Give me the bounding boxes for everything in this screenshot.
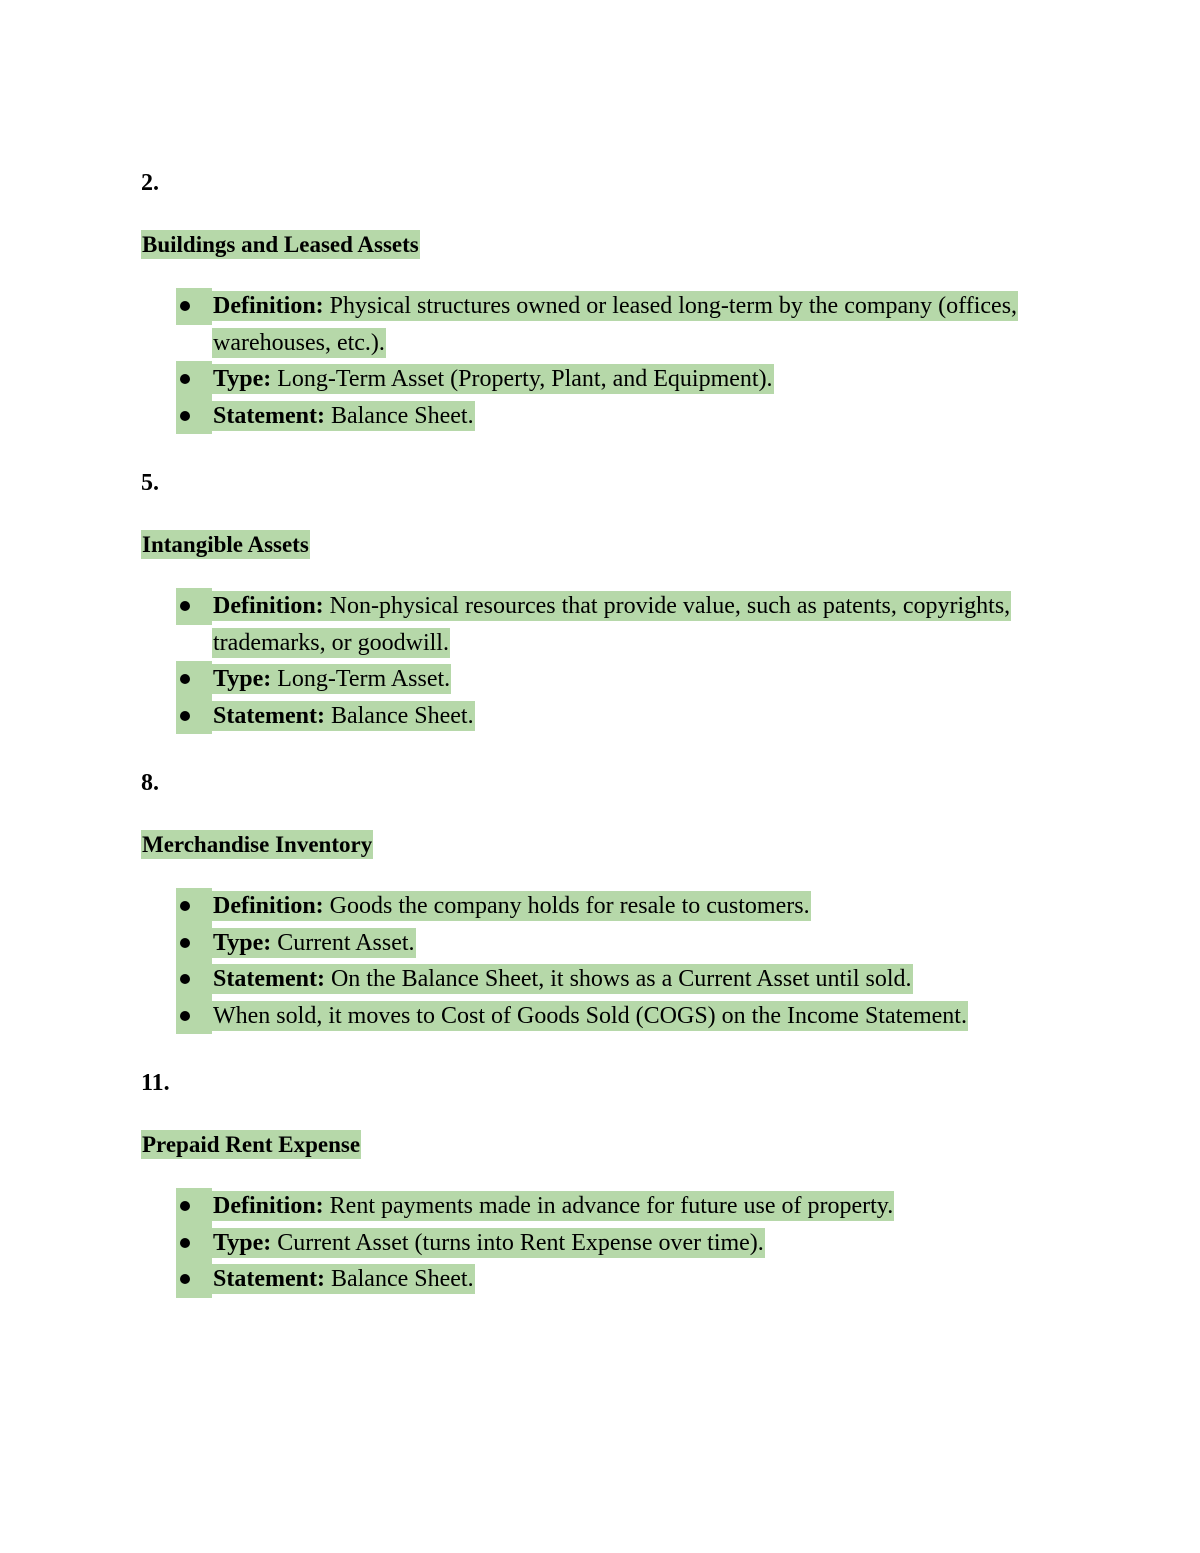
item-label: Definition:	[213, 593, 324, 619]
list-item	[141, 888, 1041, 925]
bullet-icon	[176, 998, 212, 1035]
bullet-icon	[176, 661, 212, 698]
item-label: Definition:	[213, 1193, 324, 1219]
section-number: 5.	[141, 470, 159, 496]
item-text: Long-Term Asset.	[271, 666, 451, 692]
list-item	[141, 661, 1041, 698]
item-label: Type:	[213, 666, 272, 692]
list-item	[141, 698, 1041, 735]
bullet-icon	[176, 698, 212, 735]
item-text: Current Asset (turns into Rent Expense over time).	[271, 1229, 764, 1256]
bullet-list	[141, 888, 1041, 1034]
bullet-icon	[176, 1225, 212, 1262]
item-text: Goods the company holds for resale to customers.	[323, 893, 810, 919]
item-text: Rent payments made in advance for future use of property.	[323, 1193, 894, 1219]
item-text: Long-Term Asset (Property, Plant, and Equipment).	[271, 366, 773, 392]
list-item	[141, 961, 1041, 998]
section-title-text: Intangible Assets	[142, 532, 309, 557]
item-label: Statement:	[213, 1266, 325, 1292]
section-intangible-assets	[141, 468, 1041, 734]
item-text: When sold, it moves to Cost of Goods Sold (COGS) on the Income Statement.	[213, 1002, 967, 1029]
bullet-list	[141, 288, 1041, 434]
bullet-icon	[176, 398, 212, 435]
section-number: 2.	[141, 170, 159, 196]
list-item	[141, 1188, 1041, 1225]
list-item	[141, 588, 1041, 661]
item-label: Type:	[213, 366, 272, 392]
list-item	[141, 1261, 1041, 1298]
section-title-text: Buildings and Leased Assets	[142, 232, 419, 257]
bullet-icon	[176, 961, 212, 998]
item-label: Definition:	[213, 893, 324, 919]
bullet-icon	[176, 925, 212, 962]
section-title	[141, 230, 1041, 260]
bullet-icon	[176, 888, 212, 925]
bullet-list	[141, 588, 1041, 734]
section-title	[141, 530, 1041, 560]
bullet-icon	[176, 588, 212, 625]
section-title	[141, 830, 1041, 860]
item-label: Statement:	[213, 402, 325, 429]
item-text: On the Balance Sheet, it shows as a Current Asset until sold.	[324, 966, 912, 992]
item-text: Balance Sheet.	[324, 402, 474, 429]
list-item	[141, 1225, 1041, 1262]
item-text: Current Asset.	[271, 929, 415, 956]
section-title-text: Merchandise Inventory	[142, 832, 373, 857]
bullet-icon	[176, 1188, 212, 1225]
bullet-icon	[176, 361, 212, 398]
bullet-icon	[176, 288, 212, 325]
list-item	[141, 361, 1041, 398]
section-merchandise-inventory	[141, 768, 1041, 1034]
section-prepaid-rent-expense	[141, 1068, 1041, 1298]
list-item	[141, 925, 1041, 962]
bullet-list	[141, 1188, 1041, 1298]
section-number: 11.	[141, 1070, 170, 1096]
item-label: Statement:	[213, 966, 325, 992]
section-buildings-and-leased-assets	[141, 168, 1041, 434]
section-title	[141, 1130, 1041, 1160]
bullet-icon	[176, 1261, 212, 1298]
list-item	[141, 288, 1041, 361]
list-item	[141, 398, 1041, 435]
item-label: Type:	[213, 929, 272, 956]
section-number: 8.	[141, 770, 159, 796]
list-item	[141, 998, 1041, 1035]
item-label: Definition:	[213, 293, 324, 319]
item-text: Balance Sheet.	[324, 702, 474, 729]
item-label: Statement:	[213, 702, 325, 729]
section-title-text: Prepaid Rent Expense	[142, 1132, 361, 1157]
item-text: Physical structures owned or leased long-term by the company (offices, warehouses, etc.).	[213, 293, 1018, 356]
item-text: Balance Sheet.	[324, 1266, 474, 1292]
item-label: Type:	[213, 1229, 272, 1256]
item-text: Non-physical resources that provide value, such as patents, copyrights, trademarks, or goodwill.	[213, 593, 1011, 656]
document-page	[141, 168, 1041, 1332]
